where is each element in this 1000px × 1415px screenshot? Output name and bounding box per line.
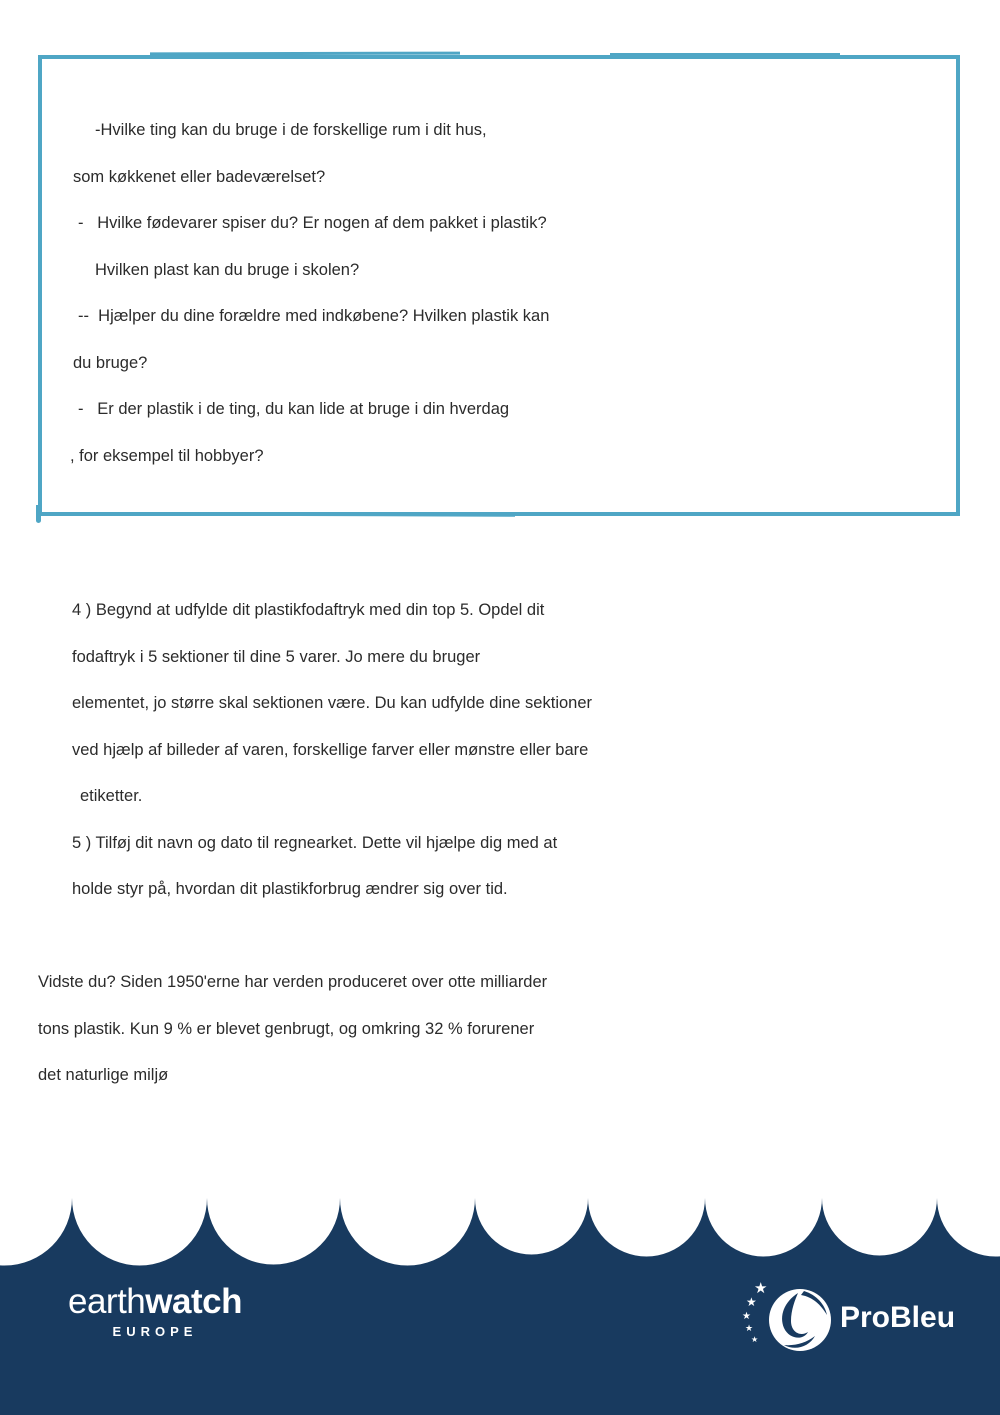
earthwatch-word-watch: watch [145, 1282, 242, 1321]
question-line: -- Hjælper du dine forældre med indkøbene? Hvilken plastik kan [78, 307, 550, 325]
instruction-line: ved hjælp af billeder af varen, forskellige farver eller mønstre eller bare [72, 740, 589, 759]
earthwatch-word-earth: earth [68, 1282, 146, 1321]
earthwatch-wordmark [28, 1283, 282, 1321]
instruction-line: 4 ) Begynd at udfylde dit plastikfodaftryk med din top 5. Opdel dit [72, 601, 545, 619]
question-line: Hvilken plast kan du bruge i skolen? [95, 260, 360, 279]
earthwatch-region-label: EUROPE [112, 1324, 198, 1339]
body-text [0, 587, 1000, 1099]
question-line: - Er der plastik i de ting, du kan lide at bruge i din hverdag [78, 400, 510, 418]
earthwatch-logo [28, 1283, 282, 1339]
star-icon: ★ [751, 1335, 759, 1344]
probleu-logo [740, 1276, 955, 1360]
instruction-line: fodaftryk i 5 sektioner til dine 5 varer. Jo mere du bruger [72, 647, 481, 666]
instruction-line: etiketter. [80, 787, 143, 805]
question-line: som køkkenet eller badeværelset? [73, 167, 326, 186]
paragraph-gap [0, 913, 1000, 960]
question-box [38, 55, 960, 516]
star-icon: ★ [745, 1324, 754, 1334]
star-icon: ★ [746, 1295, 757, 1309]
star-icon: ★ [754, 1279, 768, 1297]
fact-line: tons plastik. Kun 9 % er blevet genbrugt, og omkring 32 % forurener [38, 1019, 535, 1038]
sketch-stroke [610, 53, 840, 56]
instruction-line: 5 ) Tilføj dit navn og dato til regnearket. Dette vil hjælpe dig med at [72, 833, 558, 852]
question-line: , for eksempel til hobbyer? [70, 446, 264, 465]
question-line: - Hvilke fødevarer spiser du? Er nogen af dem pakket i plastik? [78, 214, 547, 232]
probleu-wave-circle-icon [740, 1276, 832, 1360]
question-line: -Hvilke ting kan du bruge i de forskellige rum i dit hus, [95, 121, 487, 139]
fact-line: det naturlige miljø [38, 1066, 169, 1084]
probleu-wordmark: ProBleu [840, 1301, 956, 1334]
star-icon: ★ [742, 1311, 751, 1322]
fact-line: Vidste du? Siden 1950'erne har verden produceret over otte milliarder [38, 973, 548, 991]
sketch-stroke [95, 512, 515, 516]
instruction-line: holde styr på, hvordan dit plastikforbrug ændrer sig over tid. [72, 880, 508, 898]
instruction-line: elementet, jo større skal sektionen være. Du kan udfylde dine sektioner [72, 694, 593, 712]
sketch-stroke [36, 505, 41, 523]
question-line: du bruge? [73, 353, 148, 372]
